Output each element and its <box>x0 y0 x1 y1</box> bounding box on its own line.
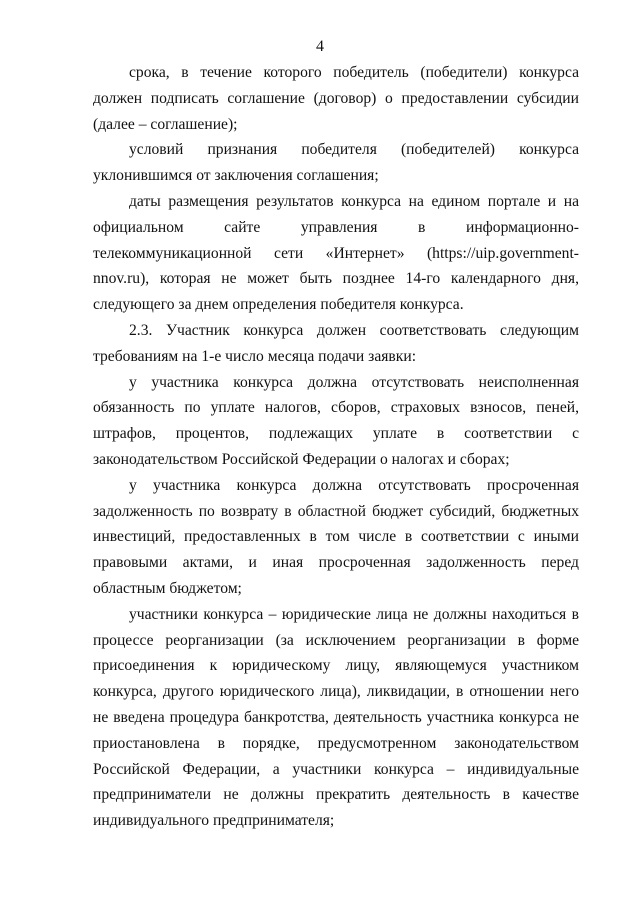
paragraph-overdue-debt: у участника конкурса должна отсутствовать просроченная задолженность по возврату в областной бюджет субсидий, бюджетных инвестиций, предоставленных в том числе в соответствии с иными правовыми актами, и иная просроченная задолженность перед областным бюджетом; <box>93 476 579 597</box>
paragraph-legal-entities-status: участники конкурса – юридические лица не должны находиться в процессе реорганизации (за исключением реорганизации в форме присоединения к юридическому лицу, являющемуся участником конкурса, другого юридического лица), ликвидации, в отношении него не введена процедура банкротства, деятельность участника конкурса не приостановлена в порядке, предусмотренном законодательством Российской Федерации, а участники конкурса – индивидуальные предприниматели не должны прекратить деятельность в качестве индивидуального предпринимателя; <box>93 605 579 830</box>
document-body <box>93 60 579 834</box>
paragraph-publication-dates: даты размещения результатов конкурса на едином портале и на официальном сайте управления в информационно-телекоммуникационной сети «Интернет» (https://uip.government-nnov.ru), которая не может быть позднее 14-го календарного дня, следующего за днем определения победителя конкурса. <box>93 192 579 314</box>
paragraph-tax-obligations: у участника конкурса должна отсутствовать неисполненная обязанность по уплате налогов, сборов, страховых взносов, пеней, штрафов, процентов, подлежащих уплате в соответствии с законодательством Российской Федерации о налогах и сборах; <box>93 373 579 468</box>
paragraph-deadline-sign-agreement: срока, в течение которого победитель (победители) конкурса должен подписать соглашение (договор) о предоставлении субсидии (далее – соглашение); <box>93 64 579 133</box>
paragraph-evasion-conditions: условий признания победителя (победителей) конкурса уклонившимся от заключения соглашения; <box>93 141 579 185</box>
paragraph-section-2-3: 2.3. Участник конкурса должен соответствовать следующим требованиям на 1-е число месяца подачи заявки: <box>93 321 579 365</box>
page-number: 4 <box>316 38 324 55</box>
